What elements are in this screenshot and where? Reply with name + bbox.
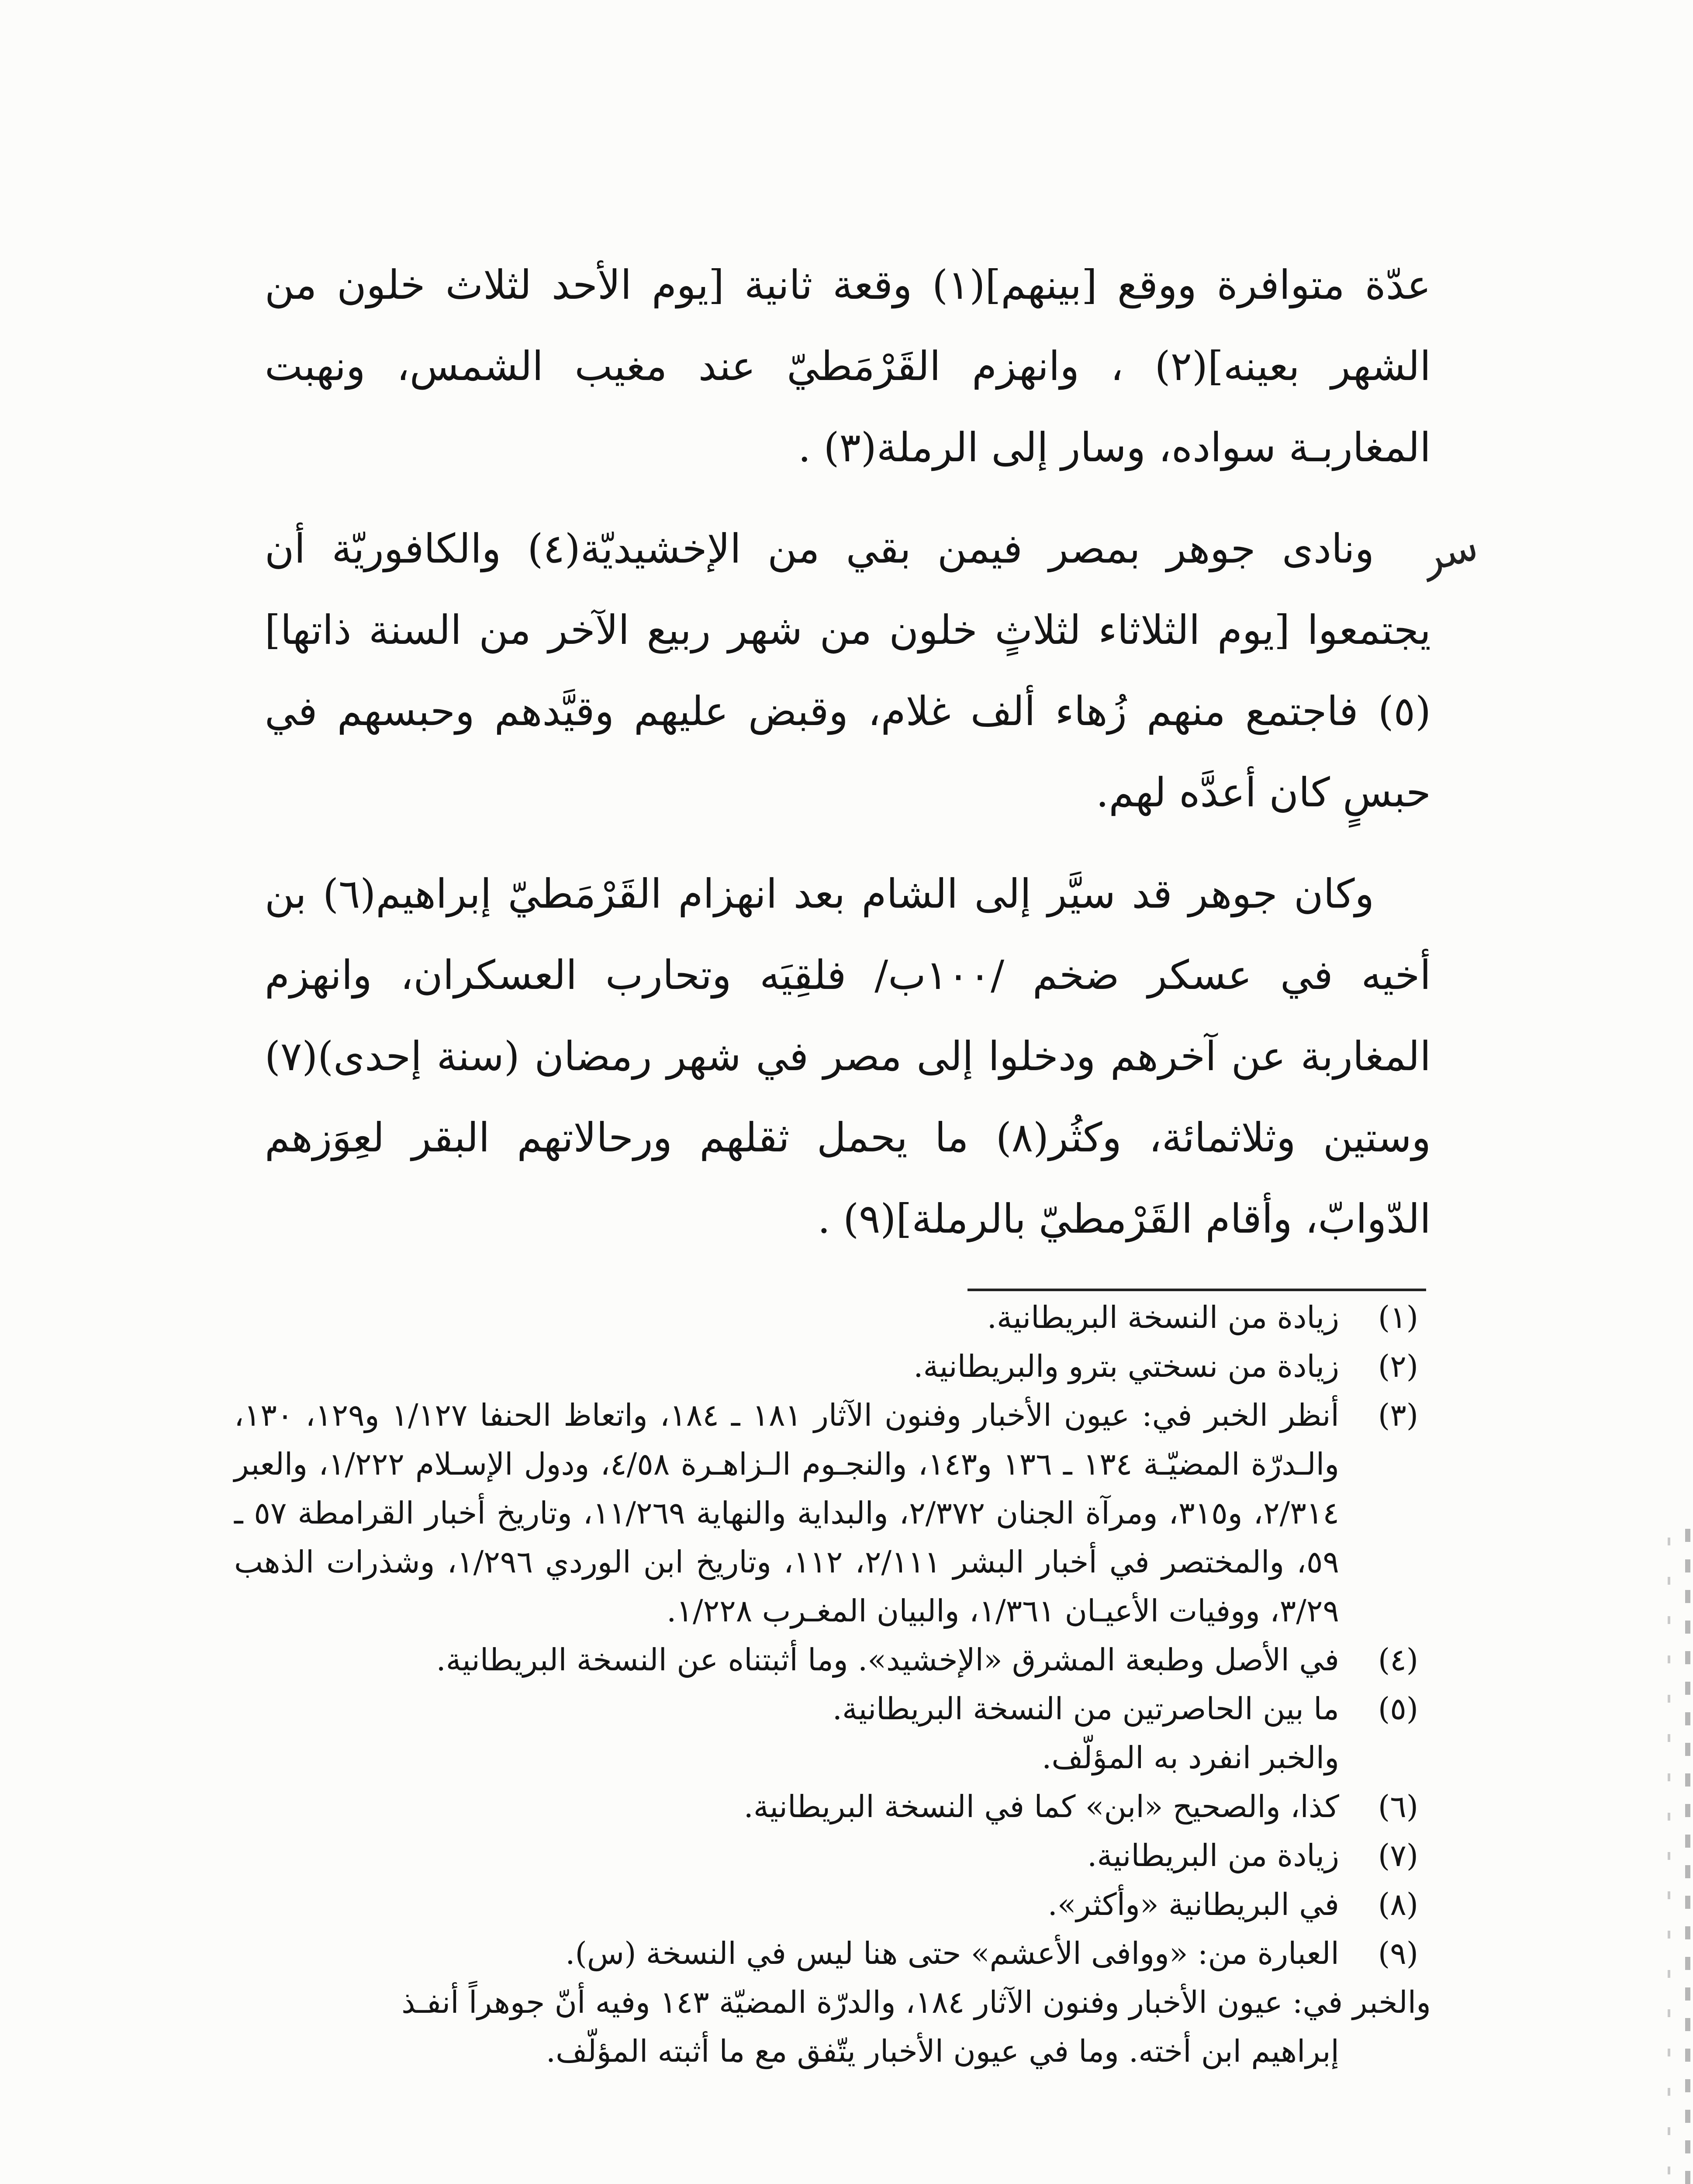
footnote-continuation: إبراهيم ابن أخته. وما في عيون الأخبار يتّفق مع ما أثبته المؤلّف. (546, 2033, 1339, 2069)
footnote (234, 1684, 1431, 1733)
paragraph: ونادى جوهر بمصر فيمن بقي من الإخشيديّة(٤) والكافوريّة أن يجتمعوا [يوم الثلاثاء لثلاثٍ خلون من شهر ربيع الآخر من السنة ذاتها](٥) فاجتمع منهم زُهاء ألف غلام، وقبض عليهم وقيَّدهم وحبسهم في حبسٍ كان أعدَّه لهم. (265, 525, 1431, 816)
footnotes (234, 1293, 1431, 2076)
footnote-number: (٥) (1378, 1691, 1419, 1727)
footnote-continuation: والخبر انفرد به المؤلّف. (1042, 1740, 1339, 1776)
footnote-text: في الأصل وطبعة المشرق «الإخشيد». وما أثبتناه عن النسخة البريطانية. (436, 1642, 1339, 1678)
footnote-number: (٢) (1378, 1348, 1419, 1384)
scan-edge-marks (1668, 1538, 1670, 2184)
footnote-text: أنظر الخبر في: عيون الأخبار وفنون الآثار ١٨١ ـ ١٨٤، واتعاظ الحنفا ١/١٢٧ و١٢٩، ١٣٠، والـدرّة المضيّـة ١٣٤ ـ ١٣٦ و١٤٣، والنجـوم الـزاهـرة ٤/٥٨، ودول الإسـلام ١/٢٢٢، والعبر ٢/٣١٤، و٣١٥، ومرآة الجنان ٢/٣٧٢، والبداية والنهاية ١١/٢٦٩، وتاريخ أخبار القرامطة ٥٧ ـ ٥٩، والمختصر في أخبار البشر ٢/١١١، ١١٢، وتاريخ ابن الوردي ١/٢٩٦، وشذرات الذهب ٣/٢٩، ووفيات الأعيـان ١/٣٦١، والبيان المغـرب ١/٢٢٨. (234, 1397, 1340, 1629)
footnote (234, 1782, 1431, 1831)
footnote-number: (٧) (1378, 1838, 1419, 1873)
footnote (234, 1391, 1431, 1635)
paragraph: وكان جوهر قد سيَّر إلى الشام بعد انهزام القَرْمَطيّ إبراهيم(٦) بن أخيه في عسكر ضخم /١٠٠ب/ فلقِيَه وتحارب العسكران، وانهزم المغاربة عن آخرهم ودخلوا إلى مصر في شهر رمضان (سنة إحدى)(٧) وستين وثلاثمائة، وكثُر(٨) ما يحمل ثقلهم ورحالاتهم البقر لعِوَزهم الدّوابّ، وأقام القَرْمطيّ بالرملة](٩) . (265, 871, 1431, 1242)
footnote-number: (٨) (1378, 1887, 1419, 1922)
handwritten-margin-mark: سر (1417, 522, 1483, 582)
scan-edge-marks (1685, 1529, 1690, 2184)
footnote-text: ما بين الحاصرتين من النسخة البريطانية. (832, 1691, 1339, 1727)
footnote (234, 1929, 1431, 1978)
footnote (234, 1635, 1431, 1684)
footnote-text: في البريطانية «وأكثر». (1047, 1887, 1339, 1922)
footnote-continuation: والخبر في: عيون الأخبار وفنون الآثار ١٨٤، والدرّة المضيّة ١٤٣ وفيه أنّ جوهراً أنفـذ (401, 1984, 1431, 2020)
footnote-number: (١) (1378, 1299, 1419, 1335)
footnote-text: زيادة من البريطانية. (1087, 1838, 1339, 1873)
footnote-number: (٤) (1378, 1642, 1419, 1678)
footnote-number: (٦) (1378, 1789, 1419, 1825)
footnote (234, 1880, 1431, 1929)
footnote (234, 1293, 1431, 1342)
footnote-text: زيادة من نسختي بترو والبريطانية. (913, 1348, 1339, 1384)
footnote-number: (٩) (1378, 1935, 1419, 1971)
footnote-text: العبارة من: «ووافى الأعشم» حتى هنا ليس في النسخة (س). (565, 1935, 1339, 1971)
footnote-text: زيادة من النسخة البريطانية. (987, 1299, 1339, 1335)
footnote (234, 1342, 1431, 1391)
footnote (234, 1831, 1431, 1880)
footnote-separator (967, 1289, 1426, 1291)
main-text (265, 245, 1431, 1280)
footnote-text: كذا، والصحيح «ابن» كما في النسخة البريطانية. (743, 1789, 1339, 1825)
paragraph: عدّة متوافرة ووقع [بينهم](١) وقعة ثانية [يوم الأحد لثلاث خلون من الشهر بعينه](٢) ، وانهزم القَرْمَطيّ عند مغيب الشمس، ونهبت المغاربـة سواده، وسار إلى الرملة(٣) . (265, 262, 1431, 471)
footnote-number: (٣) (1378, 1397, 1419, 1433)
